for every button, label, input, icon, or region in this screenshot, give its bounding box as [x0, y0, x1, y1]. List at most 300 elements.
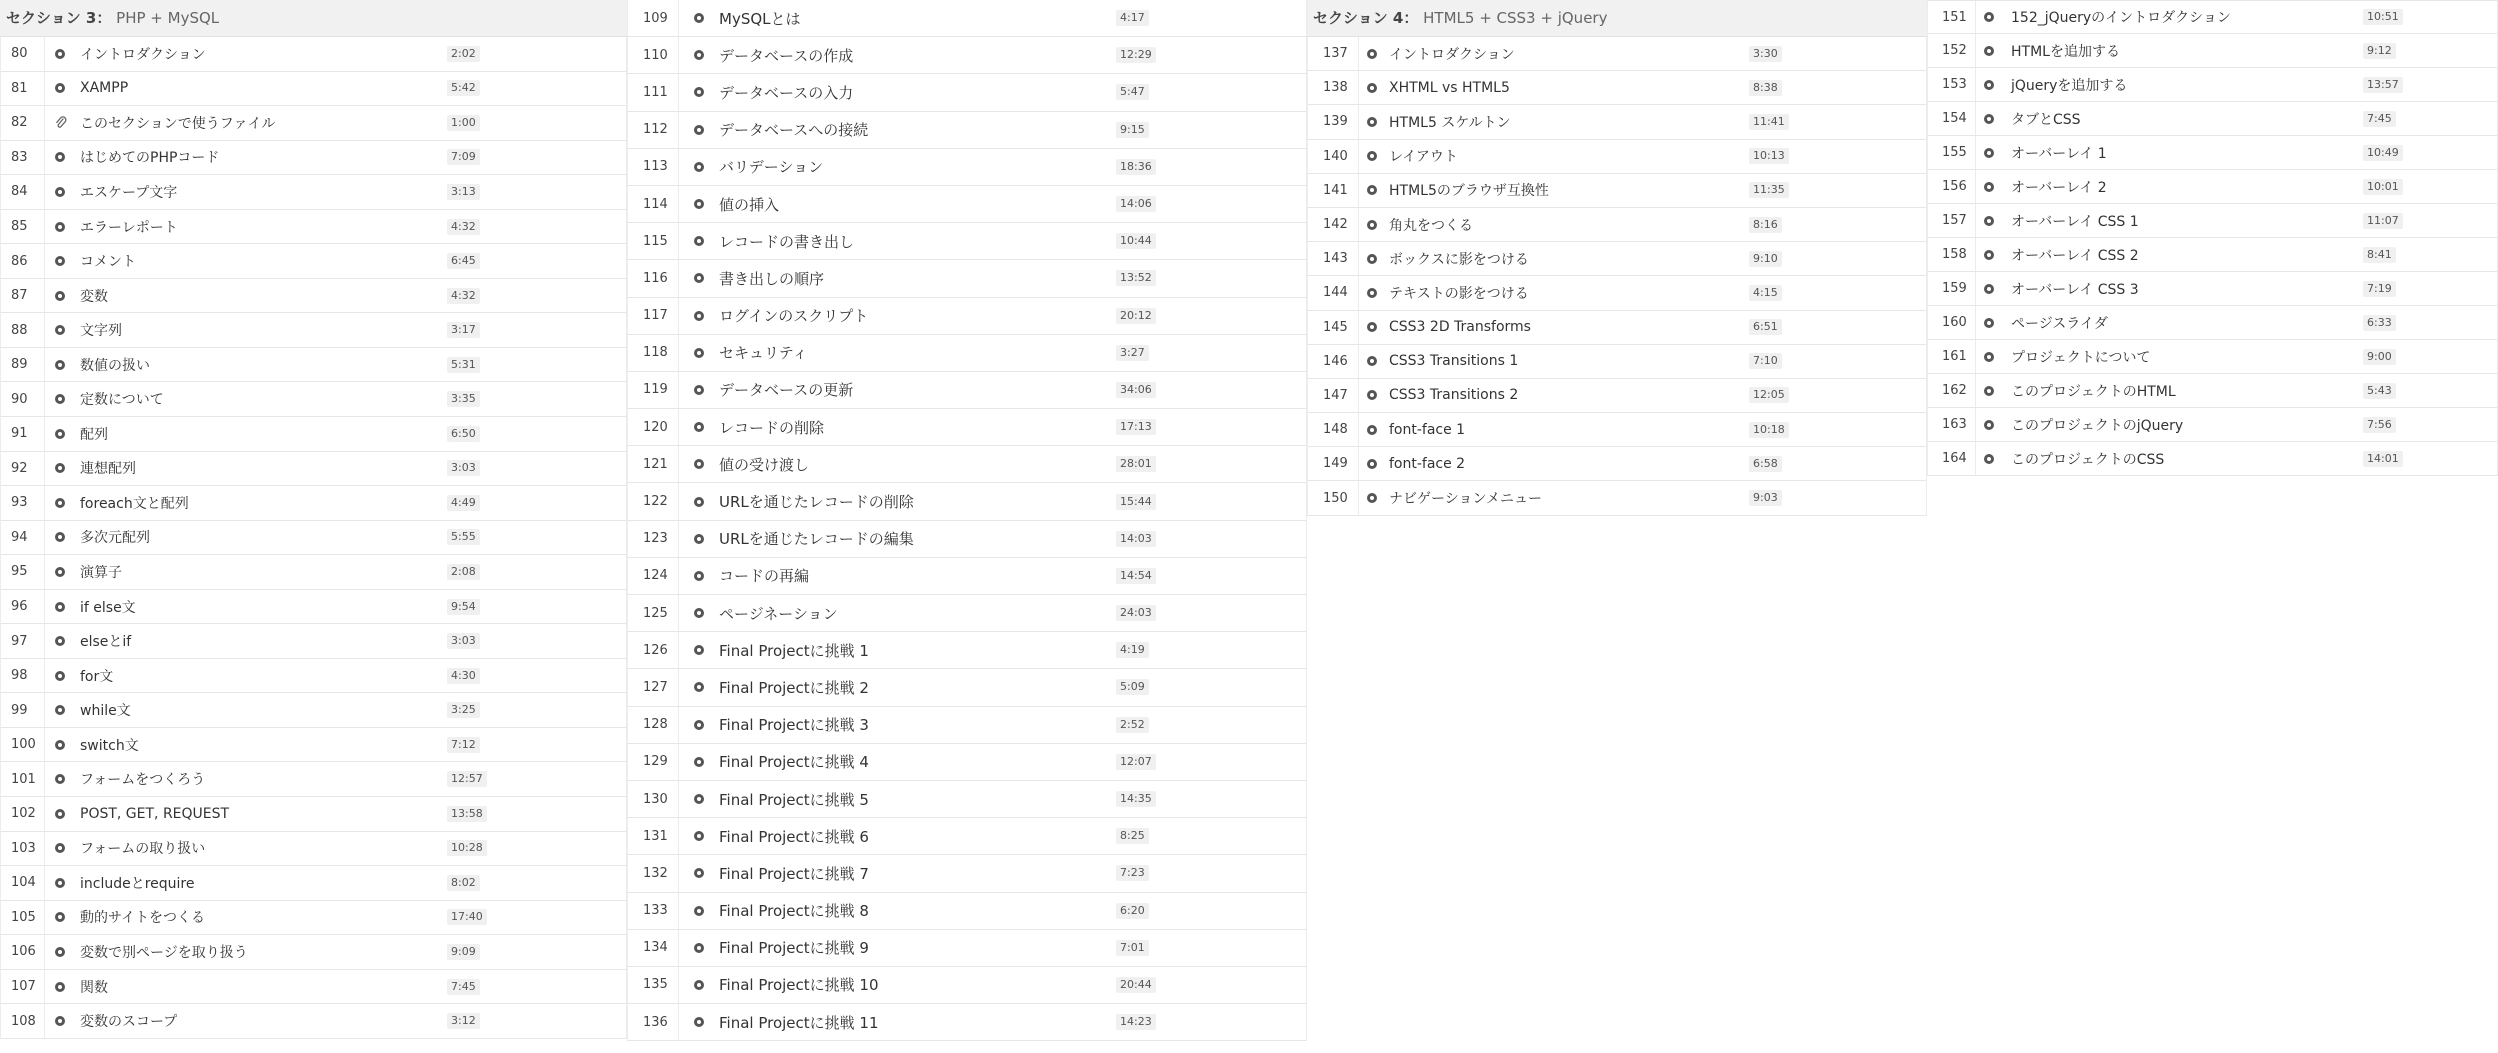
lecture-title[interactable]: データベースの入力 [719, 83, 854, 102]
lecture-row[interactable] [0, 141, 627, 176]
lecture-number: 97 [11, 633, 28, 649]
lecture-number: 83 [11, 149, 28, 165]
play-circle-icon [1367, 493, 1377, 503]
lecture-title[interactable]: Final Projectに挑戦 4 [719, 753, 869, 772]
play-circle-icon [55, 394, 65, 404]
lecture-row[interactable] [1307, 311, 1927, 345]
row-divider [44, 244, 45, 278]
lecture-duration: 10:44 [1116, 233, 1156, 249]
lecture-row[interactable] [1307, 276, 1927, 310]
row-divider [44, 279, 45, 313]
play-circle-icon [55, 498, 65, 508]
lecture-title[interactable]: MySQLとは [719, 9, 801, 28]
row-divider [44, 106, 45, 140]
lecture-duration: 24:03 [1116, 605, 1156, 621]
lecture-row[interactable] [0, 279, 627, 314]
row-divider [1358, 242, 1359, 275]
row-divider [678, 855, 679, 891]
lecture-row[interactable] [627, 37, 1307, 74]
lecture-row[interactable] [627, 855, 1307, 892]
lecture-title[interactable]: オーバーレイ CSS 3 [2011, 281, 2139, 298]
lecture-row[interactable] [1307, 379, 1927, 413]
lecture-duration: 7:01 [1116, 940, 1149, 956]
lecture-row[interactable] [1927, 306, 2498, 340]
lecture-duration: 12:07 [1116, 754, 1156, 770]
lecture-row[interactable] [1307, 71, 1927, 105]
lecture-row[interactable] [1927, 0, 2498, 34]
lecture-title[interactable]: foreach文と配列 [80, 495, 189, 512]
lecture-duration: 4:49 [447, 495, 480, 511]
lecture-title[interactable]: ナビゲーションメニュー [1389, 491, 1543, 508]
lecture-title[interactable]: セキュリティ [719, 344, 808, 363]
lecture-row[interactable] [0, 1004, 627, 1039]
lecture-row[interactable] [0, 486, 627, 521]
lecture-number: 121 [643, 456, 668, 472]
lecture-row[interactable] [0, 175, 627, 210]
lecture-row[interactable] [0, 970, 627, 1005]
lecture-row[interactable] [0, 728, 627, 763]
lecture-number: 105 [11, 909, 36, 925]
lecture-title[interactable]: 関数 [80, 979, 108, 996]
lecture-row[interactable] [0, 555, 627, 590]
lecture-title[interactable]: レイアウト [1389, 149, 1458, 166]
row-divider [678, 707, 679, 743]
lecture-number: 127 [643, 679, 668, 695]
lecture-row[interactable] [1307, 242, 1927, 276]
lecture-row[interactable] [627, 260, 1307, 297]
lecture-title[interactable]: レコードの削除 [719, 418, 825, 437]
lecture-title[interactable]: 文字列 [80, 323, 122, 340]
lecture-title[interactable]: はじめてのPHPコード [80, 150, 220, 167]
lecture-duration: 13:58 [447, 806, 487, 822]
play-circle-icon [1984, 454, 1994, 464]
lecture-row[interactable] [1307, 447, 1927, 481]
lecture-row[interactable] [627, 409, 1307, 446]
lecture-title[interactable]: ボックスに影をつける [1389, 251, 1529, 268]
row-divider [44, 970, 45, 1004]
lecture-number: 132 [643, 865, 668, 881]
lecture-title[interactable]: タブとCSS [2011, 111, 2081, 128]
play-circle-icon [1984, 284, 1994, 294]
lecture-duration: 2:52 [1116, 717, 1149, 733]
lecture-number: 134 [643, 940, 668, 956]
lecture-row[interactable] [1307, 37, 1927, 71]
lecture-title[interactable]: ページネーション [719, 604, 838, 623]
lecture-row[interactable] [627, 298, 1307, 335]
lecture-duration: 4:32 [447, 288, 480, 304]
lecture-title[interactable]: CSS3 2D Transforms [1389, 319, 1531, 336]
lecture-row[interactable] [0, 832, 627, 867]
lecture-title[interactable]: 変数で別ページを取り扱う [80, 944, 248, 961]
lecture-title[interactable]: 配列 [80, 426, 108, 443]
row-divider [1358, 311, 1359, 344]
lecture-row[interactable] [0, 313, 627, 348]
lecture-row[interactable] [627, 74, 1307, 111]
lecture-row[interactable] [1927, 272, 2498, 306]
row-divider [44, 762, 45, 796]
lecture-title[interactable]: Final Projectに挑戦 11 [719, 1013, 879, 1032]
lecture-title[interactable]: Final Projectに挑戦 10 [719, 976, 879, 995]
lecture-title[interactable]: jQueryを追加する [2011, 77, 2128, 94]
lecture-title[interactable]: if else文 [80, 599, 136, 616]
lecture-title[interactable]: Final Projectに挑戦 6 [719, 827, 869, 846]
lecture-row[interactable] [0, 762, 627, 797]
lecture-row[interactable] [1307, 105, 1927, 139]
lecture-row[interactable] [0, 901, 627, 936]
lecture-title[interactable]: オーバーレイ 1 [2011, 145, 2107, 162]
lecture-row[interactable] [0, 866, 627, 901]
lecture-title[interactable]: Final Projectに挑戦 9 [719, 939, 869, 958]
section-header-3[interactable] [0, 0, 627, 37]
lecture-row[interactable] [1927, 374, 2498, 408]
play-circle-icon [55, 947, 65, 957]
lecture-row[interactable] [1307, 174, 1927, 208]
row-divider [678, 818, 679, 854]
lecture-title[interactable]: 演算子 [80, 564, 122, 581]
play-circle-icon [55, 463, 65, 473]
lecture-title[interactable]: レコードの書き出し [719, 232, 855, 251]
play-circle-icon [55, 83, 65, 93]
play-circle-icon [1367, 83, 1377, 93]
lecture-title[interactable]: 書き出しの順序 [719, 269, 825, 288]
row-divider [1358, 379, 1359, 412]
lecture-duration: 3:13 [447, 184, 480, 200]
lecture-number: 129 [643, 754, 668, 770]
lecture-row[interactable] [1927, 34, 2498, 68]
lecture-row[interactable] [627, 967, 1307, 1004]
row-divider [678, 669, 679, 705]
lecture-number: 159 [1942, 281, 1967, 296]
lecture-row[interactable] [1927, 408, 2498, 442]
lecture-row[interactable] [0, 797, 627, 832]
lecture-title[interactable]: フォームをつくろう [80, 772, 206, 789]
play-circle-icon [1367, 356, 1377, 366]
lecture-row[interactable] [627, 223, 1307, 260]
lecture-title[interactable]: 値の受け渡し [719, 455, 810, 474]
lecture-number: 136 [643, 1014, 668, 1030]
lecture-row[interactable] [1307, 140, 1927, 174]
lecture-row[interactable] [627, 149, 1307, 186]
lecture-row[interactable] [627, 781, 1307, 818]
lecture-row[interactable] [1927, 136, 2498, 170]
lecture-title[interactable]: データベースへの接続 [719, 121, 869, 140]
lecture-number: 102 [11, 806, 36, 822]
paperclip-icon [55, 116, 67, 130]
lecture-title[interactable]: 変数 [80, 288, 108, 305]
lecture-row[interactable] [627, 595, 1307, 632]
play-circle-icon [55, 187, 65, 197]
lecture-number: 125 [643, 605, 668, 621]
lecture-row[interactable] [627, 335, 1307, 372]
lecture-title[interactable]: Final Projectに挑戦 2 [719, 678, 869, 697]
row-divider [44, 693, 45, 727]
row-divider [44, 141, 45, 175]
play-circle-icon [694, 459, 704, 469]
play-circle-icon [1984, 46, 1994, 56]
lecture-title[interactable]: Final Projectに挑戦 1 [719, 641, 869, 660]
lecture-title[interactable]: HTMLを追加する [2011, 43, 2120, 60]
lecture-number: 148 [1323, 422, 1348, 438]
lecture-duration: 13:52 [1116, 270, 1156, 286]
lecture-duration: 9:10 [1749, 251, 1782, 267]
lecture-row[interactable] [627, 0, 1307, 37]
lecture-duration: 10:13 [1749, 148, 1789, 164]
lecture-title[interactable]: このセクションで使うファイル [80, 115, 276, 132]
lecture-number: 149 [1323, 456, 1348, 472]
lecture-row[interactable] [0, 72, 627, 107]
row-divider [1975, 204, 1976, 237]
play-circle-icon [694, 757, 704, 767]
lecture-title[interactable]: ログインのスクリプト [719, 307, 869, 326]
row-divider [44, 866, 45, 900]
lecture-title[interactable]: バリデーション [719, 158, 824, 177]
play-circle-icon [55, 291, 65, 301]
lecture-title[interactable]: while文 [80, 703, 131, 720]
lecture-title[interactable]: 変数のスコープ [80, 1014, 178, 1031]
lecture-title[interactable]: プロジェクトについて [2011, 349, 2151, 366]
lecture-title[interactable]: 152_jQueryのイントロダクション [2011, 10, 2231, 26]
lecture-row[interactable] [627, 930, 1307, 967]
row-divider [1975, 34, 1976, 67]
lecture-row[interactable] [0, 382, 627, 417]
lecture-title[interactable]: コードの再編 [719, 567, 810, 586]
lecture-title[interactable]: XHTML vs HTML5 [1389, 79, 1510, 96]
lecture-row[interactable] [627, 1004, 1307, 1041]
play-circle-icon [1984, 80, 1994, 90]
lecture-title[interactable]: イントロダクション [80, 46, 206, 63]
lecture-title[interactable]: このプロジェクトのjQuery [2011, 417, 2184, 434]
lecture-title[interactable]: 値の挿入 [719, 195, 780, 214]
lecture-row[interactable] [1307, 413, 1927, 447]
lecture-title[interactable]: ページスライダ [2011, 315, 2108, 332]
play-circle-icon [694, 943, 704, 953]
row-divider [678, 967, 679, 1003]
lecture-number: 91 [11, 426, 28, 442]
lecture-title[interactable]: Final Projectに挑戦 3 [719, 716, 869, 735]
lecture-duration: 9:03 [1749, 490, 1782, 506]
lecture-title[interactable]: HTML5のブラウザ互換性 [1389, 183, 1549, 200]
lecture-title[interactable]: POST, GET, REQUEST [80, 805, 230, 822]
lecture-title[interactable]: includeとrequire [80, 875, 195, 892]
lecture-title[interactable]: データベースの更新 [719, 381, 854, 400]
lecture-title[interactable]: エスケープ文字 [80, 184, 178, 201]
lecture-row[interactable] [627, 446, 1307, 483]
lecture-title[interactable]: elseとif [80, 634, 132, 651]
lecture-title[interactable]: コメント [80, 254, 136, 271]
lecture-title[interactable]: URLを通じたレコードの削除 [719, 493, 914, 512]
play-circle-icon [694, 1017, 704, 1027]
lecture-row[interactable] [0, 244, 627, 279]
lecture-row[interactable] [1927, 68, 2498, 102]
row-divider [678, 335, 679, 371]
lecture-row[interactable] [627, 707, 1307, 744]
lecture-title[interactable]: font-face 1 [1389, 421, 1466, 438]
row-divider [678, 223, 679, 259]
lecture-duration: 5:09 [1116, 679, 1149, 695]
play-circle-icon [694, 385, 704, 395]
lecture-duration: 17:40 [447, 909, 487, 925]
play-circle-icon [694, 571, 704, 581]
lecture-duration: 9:15 [1116, 122, 1149, 138]
play-circle-icon [55, 256, 65, 266]
lecture-row[interactable] [0, 106, 627, 141]
play-circle-icon [1984, 420, 1994, 430]
lecture-row[interactable] [0, 659, 627, 694]
lecture-number: 85 [11, 219, 28, 234]
lecture-title[interactable]: for文 [80, 668, 114, 685]
lecture-title[interactable]: 数値の扱い [80, 357, 150, 374]
lecture-row[interactable] [627, 521, 1307, 558]
lecture-row[interactable] [0, 210, 627, 245]
lecture-row[interactable] [0, 521, 627, 556]
lecture-title[interactable]: 定数について [80, 392, 164, 409]
lecture-title[interactable]: オーバーレイ 2 [2011, 179, 2107, 196]
row-divider [1975, 68, 1976, 101]
row-divider [44, 901, 45, 935]
row-divider [44, 797, 45, 831]
lecture-row[interactable] [0, 452, 627, 487]
lecture-row[interactable] [627, 372, 1307, 409]
lecture-row[interactable] [1307, 345, 1927, 379]
play-circle-icon [55, 429, 65, 439]
lecture-title[interactable]: 動的サイトをつくる [80, 910, 206, 927]
play-circle-icon [1367, 390, 1377, 400]
play-circle-icon [1984, 318, 1994, 328]
lecture-duration: 1:00 [447, 115, 480, 131]
row-divider [44, 728, 45, 762]
lecture-title[interactable]: このプロジェクトのCSS [2011, 451, 2165, 468]
play-circle-icon [55, 843, 65, 853]
lecture-title[interactable]: オーバーレイ CSS 2 [2011, 247, 2139, 264]
lecture-duration: 4:19 [1116, 642, 1149, 658]
lecture-duration: 4:30 [447, 668, 480, 684]
lecture-title[interactable]: HTML5 スケルトン [1389, 114, 1511, 131]
lecture-row[interactable] [627, 744, 1307, 781]
lecture-title[interactable]: 多次元配列 [80, 530, 150, 547]
lecture-title[interactable]: font-face 2 [1389, 455, 1466, 472]
lecture-title[interactable]: このプロジェクトのHTML [2011, 383, 2176, 400]
lecture-duration: 7:56 [2363, 417, 2396, 433]
lecture-duration: 6:33 [2363, 315, 2396, 331]
lecture-row[interactable] [0, 348, 627, 383]
lecture-title[interactable]: テキストの影をつける [1389, 285, 1529, 302]
play-circle-icon [694, 311, 704, 321]
lecture-number: 100 [11, 737, 36, 753]
lecture-duration: 4:15 [1749, 285, 1782, 301]
lecture-row[interactable] [1927, 102, 2498, 136]
lecture-row[interactable] [627, 186, 1307, 223]
play-circle-icon [55, 222, 65, 232]
lecture-row[interactable] [1927, 442, 2498, 476]
lecture-row[interactable] [0, 693, 627, 728]
lecture-duration: 8:25 [1116, 828, 1149, 844]
lecture-row[interactable] [1307, 481, 1927, 515]
section-header-4[interactable] [1307, 0, 1927, 37]
lecture-number: 82 [11, 115, 28, 131]
lecture-number: 160 [1942, 315, 1967, 330]
lecture-title[interactable]: Final Projectに挑戦 8 [719, 902, 869, 921]
lecture-row[interactable] [0, 624, 627, 659]
lecture-number: 150 [1323, 490, 1348, 506]
lecture-duration: 28:01 [1116, 456, 1156, 472]
lecture-number: 113 [643, 159, 668, 175]
lecture-title[interactable]: switch文 [80, 737, 139, 754]
lecture-row[interactable] [627, 818, 1307, 855]
lecture-title[interactable]: Final Projectに挑戦 5 [719, 790, 869, 809]
row-divider [1358, 140, 1359, 173]
lecture-title[interactable]: データベースの作成 [719, 46, 854, 65]
lecture-row[interactable] [0, 37, 627, 72]
play-circle-icon [694, 682, 704, 692]
lecture-duration: 6:20 [1116, 903, 1149, 919]
play-circle-icon [1367, 151, 1377, 161]
lecture-row[interactable] [0, 417, 627, 452]
row-divider [1975, 374, 1976, 407]
lecture-row[interactable] [0, 590, 627, 625]
lecture-duration: 10:51 [2363, 9, 2403, 25]
lecture-duration: 5:47 [1116, 84, 1149, 100]
lecture-title[interactable]: XAMPP [80, 80, 129, 97]
row-divider [44, 37, 45, 71]
lecture-row[interactable] [627, 483, 1307, 520]
lecture-row[interactable] [1927, 204, 2498, 238]
lecture-row[interactable] [1307, 208, 1927, 242]
lecture-title[interactable]: フォームの取り扱い [80, 841, 206, 858]
row-divider [44, 72, 45, 106]
lecture-title[interactable]: 連想配列 [80, 461, 136, 478]
lecture-row[interactable] [1927, 170, 2498, 204]
play-circle-icon [55, 705, 65, 715]
lecture-number: 133 [643, 903, 668, 919]
row-divider [678, 744, 679, 780]
lecture-row[interactable] [627, 112, 1307, 149]
lecture-title[interactable]: イントロダクション [1389, 46, 1515, 63]
play-circle-icon [55, 912, 65, 922]
lecture-title[interactable]: オーバーレイ CSS 1 [2011, 213, 2139, 230]
play-circle-icon [694, 273, 704, 283]
play-circle-icon [55, 567, 65, 577]
lecture-row[interactable] [627, 632, 1307, 669]
lecture-title[interactable]: CSS3 Transitions 2 [1389, 387, 1519, 404]
lecture-number: 162 [1942, 383, 1967, 398]
lecture-title[interactable]: エラーレポート [80, 219, 178, 236]
lecture-duration: 14:01 [2363, 451, 2403, 467]
row-divider [678, 1004, 679, 1040]
lecture-row[interactable] [627, 558, 1307, 595]
lecture-title[interactable]: 角丸をつくる [1389, 217, 1473, 234]
lecture-number: 126 [643, 642, 668, 658]
lecture-title[interactable]: URLを通じたレコードの編集 [719, 530, 914, 549]
curriculum-column-3 [1307, 0, 1927, 516]
lecture-duration: 8:41 [2363, 247, 2396, 263]
row-divider [44, 659, 45, 693]
lecture-duration: 17:13 [1116, 419, 1156, 435]
play-circle-icon [55, 809, 65, 819]
row-divider [678, 298, 679, 334]
lecture-row[interactable] [0, 935, 627, 970]
lecture-title[interactable]: Final Projectに挑戦 7 [719, 864, 869, 883]
lecture-number: 123 [643, 531, 668, 547]
row-divider [44, 175, 45, 209]
lecture-row[interactable] [1927, 340, 2498, 374]
lecture-row[interactable] [1927, 238, 2498, 272]
lecture-row[interactable] [627, 669, 1307, 706]
lecture-number: 80 [11, 46, 28, 62]
row-divider [44, 590, 45, 624]
lecture-row[interactable] [627, 893, 1307, 930]
lecture-title[interactable]: CSS3 Transitions 1 [1389, 353, 1519, 370]
lecture-number: 120 [643, 419, 668, 435]
